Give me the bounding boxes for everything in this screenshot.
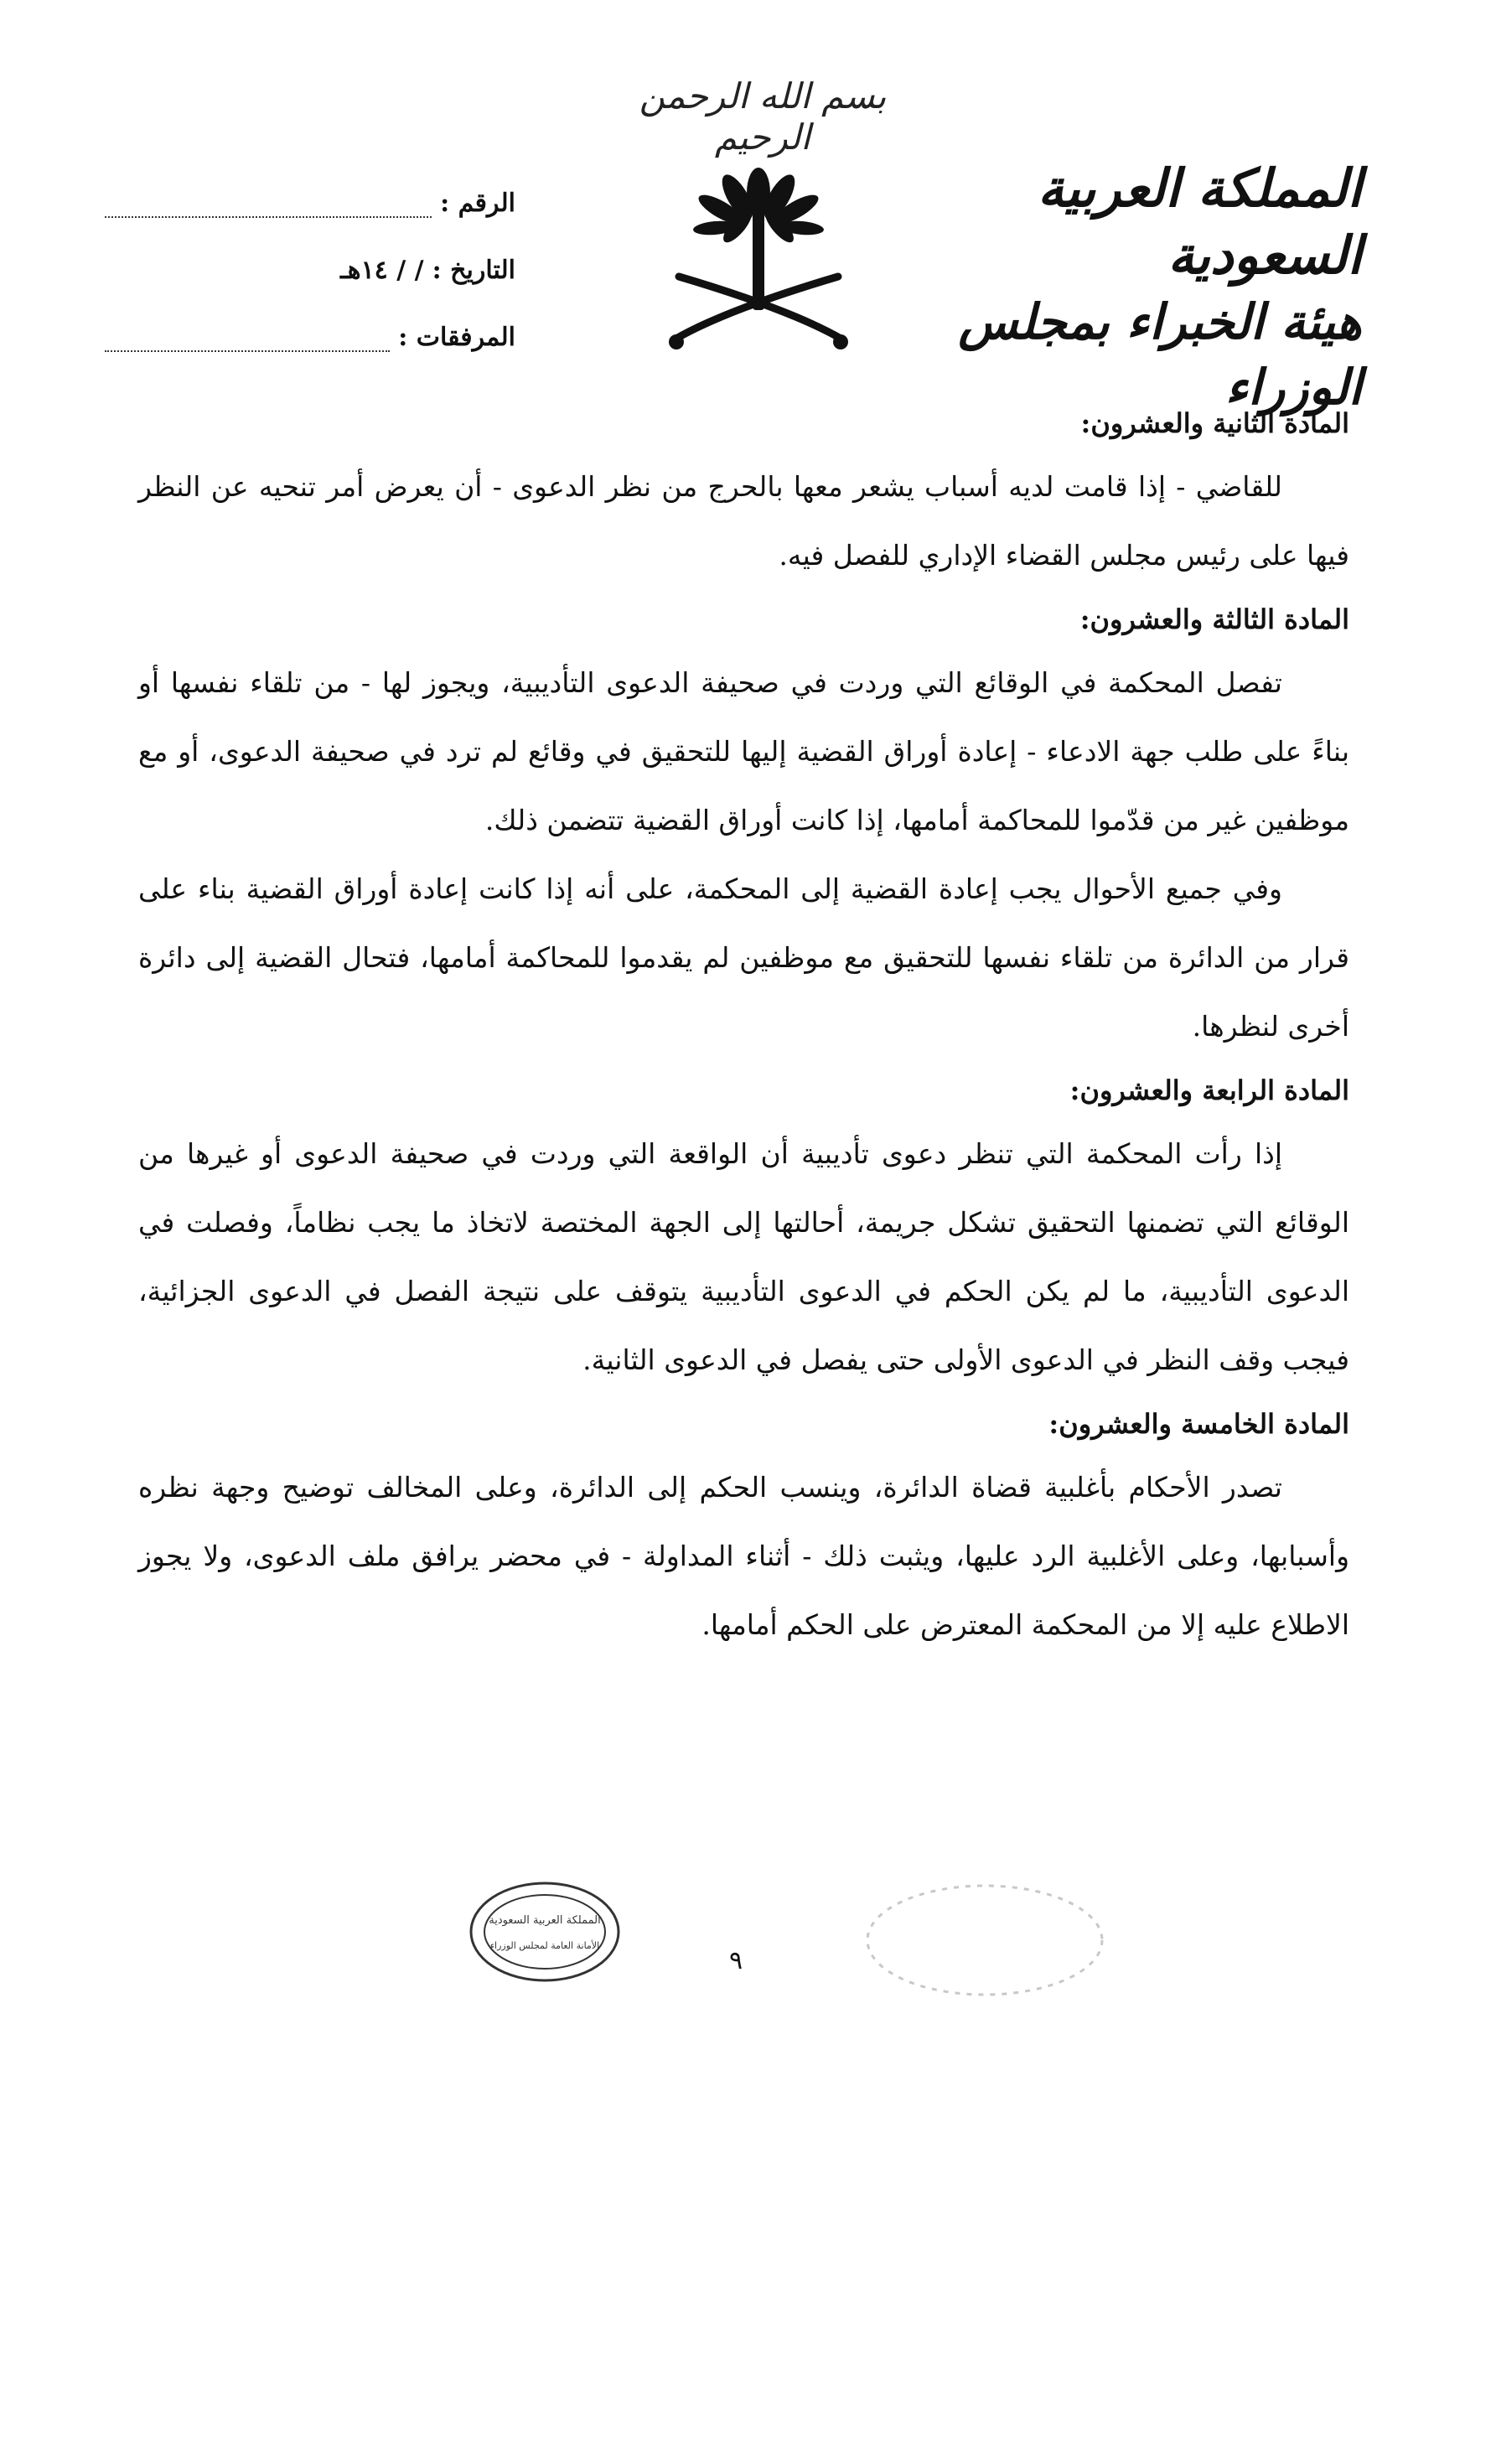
stamp-text-top: المملكة العربية السعودية [489, 1914, 601, 1927]
article-paragraph: للقاضي - إذا قامت لديه أسباب يشعر معها بالحرج من نظر الدعوى - أن يعرض أمر تنحيه عن النظر فيها على رئيس مجلس القضاء الإداري للفصل فيه. [138, 470, 1349, 572]
article-paragraph: تفصل المحكمة في الوقائع التي وردت في صحيفة الدعوى التأديبية، ويجوز لها - من تلقاء نفسها أو بناءً على طلب جهة الادعاء - إعادة أوراق القضية إليها للتحقيق في وقائع لم ترد في صحيفة الدعوى، أو مع موظفين غير من قدّموا للمحاكمة أمامها، إذا كانت أوراق القضية تتضمن ذلك. [138, 666, 1349, 836]
document-body [138, 394, 1349, 1659]
reference-number-label: الرقم : [440, 189, 515, 218]
article-paragraph: وفي جميع الأحوال يجب إعادة القضية إلى المحكمة، على أنه إذا كانت إعادة أوراق القضية بناء على قرار من الدائرة من تلقاء نفسها للتحقيق مع موظفين لم يقدموا للمحاكمة أمامها، فتحال القضية إلى دائرة أخرى لنظرها. [138, 872, 1349, 1043]
stamp-text-bottom: الأمانة العامة لمجلس الوزراء [489, 1940, 600, 1951]
article-heading: المادة الخامسة والعشرون: [1048, 1408, 1349, 1440]
letterhead [0, 0, 1496, 416]
reference-fields [96, 151, 515, 352]
attachments-line [105, 325, 390, 352]
article-25 [138, 1395, 1349, 1659]
basmala: بسم الله الرحمن الرحيم [639, 75, 887, 158]
attachments-label: المرفقات : [398, 323, 515, 352]
date-row [96, 218, 515, 285]
article-24 [138, 1061, 1349, 1395]
org-line-kingdom: المملكة العربية السعودية [1038, 158, 1362, 286]
reference-number-row [96, 151, 515, 218]
organization-name [893, 155, 1362, 420]
article-paragraph: إذا رأت المحكمة التي تنظر دعوى تأديبية أن الواقعة التي وردت في صحيفة الدعوى أو غيرها من الوقائع التي تضمنها التحقيق تشكل جريمة، أحالتها إلى الجهة المختصة لاتخاذ ما يجب نظاماً، وفصلت في الدعوى التأديبية، ما لم يكن الحكم في الدعوى التأديبية يتوقف على نتيجة الفصل في الدعوى الجزائية، فيجب وقف النظر في الدعوى الأولى حتى يفصل في الدعوى الثانية. [138, 1137, 1349, 1376]
page-number: ٩ [729, 1946, 743, 1975]
article-heading: المادة الثانية والعشرون: [1080, 407, 1349, 439]
saudi-emblem-icon [658, 159, 859, 369]
official-stamp [465, 1877, 624, 1986]
article-heading: المادة الثالثة والعشرون: [1079, 603, 1349, 635]
attachments-row [96, 285, 515, 352]
reference-number-line [105, 191, 432, 218]
date-label: التاريخ : [432, 256, 515, 285]
faint-stamp [859, 1877, 1110, 2003]
article-23 [138, 590, 1349, 1061]
article-heading: المادة الرابعة والعشرون: [1069, 1074, 1349, 1106]
org-line-bureau: هيئة الخبراء بمجلس الوزراء [958, 293, 1362, 416]
article-22 [138, 394, 1349, 590]
date-value: / / ١٤هـ [339, 256, 424, 285]
article-paragraph: تصدر الأحكام بأغلبية قضاة الدائرة، وينسب الحكم إلى الدائرة، وعلى المخالف توضيح وجهة نظره وأسبابها، وعلى الأغلبية الرد عليها، ويثبت ذلك - أثناء المداولة - في محضر يرافق ملف الدعوى، ولا يجوز الاطلاع عليه إلا من المحكمة المعترض على الحكم أمامها. [138, 1471, 1349, 1641]
